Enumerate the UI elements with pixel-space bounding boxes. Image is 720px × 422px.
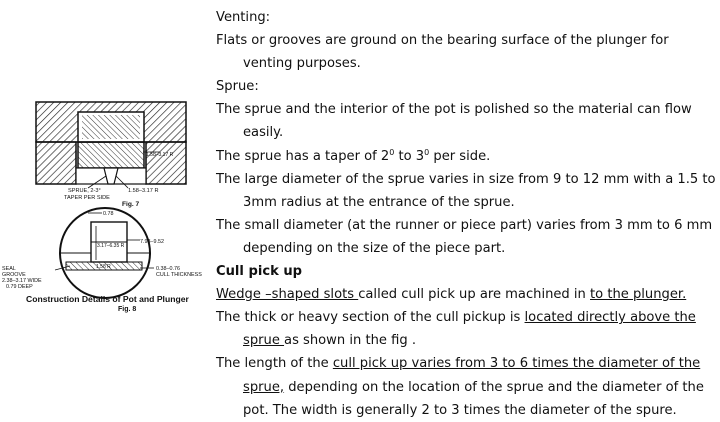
plunger-body [78,142,144,168]
sprue-a-line-2: easily. [243,125,284,141]
fig7-drawing [36,102,186,188]
cull-b-line-1 [216,306,716,329]
cull-a-underlined-2: to the plunger. [590,287,687,303]
label-taper-per-side: TAPER PER SIDE [64,195,110,201]
cull-a-mid: called cull pick up are machined in [358,287,591,303]
sprue-a-line-1: The sprue and the interior of the pot is polished so the material can flow [216,102,692,118]
cull-c-line-1 [216,352,716,375]
venting-line-2: venting purposes. [243,56,361,72]
degree-sup-2: 0 [424,147,430,157]
pot-wall-right [146,142,186,184]
pot-plunger-figure [0,0,214,405]
cull-b2-underlined: sprue [243,333,285,349]
label-groove: GROOVE [2,272,26,278]
cull-b-pre: The thick or heavy section of the cull pickup is [216,310,525,326]
label-dim-158r: 1.58 R [96,264,111,270]
sprue-taper-post: per side. [429,148,491,164]
sprue-taper-line [216,145,716,168]
cull-c-line-3: pot. The width is generally 2 to 3 times the diameter of the spure. [243,402,677,418]
cull-c-underlined: cull pick up varies from 3 to 6 times the diameter of the [332,356,701,372]
label-fig8: Fig. 8 [118,306,137,313]
cull-c2-underlined: sprue, [243,379,285,395]
label-seal: SEAL [2,266,16,272]
label-radius-top: 1.58–3.17 R [146,152,174,158]
label-groove-wide: 2.38–3.17 WIDE [2,278,42,284]
label-dim-3175: 3.17–6.35 R [97,243,125,249]
fig8-drawing [55,208,154,298]
figure-caption: Construction Details of Pot and Plunger [26,294,189,304]
sprue-d-line-2: depending on the size of the piece part. [243,240,506,256]
cull-a-underlined-1: Wedge –shaped slots [216,287,359,303]
sprue-c-line-1: The large diameter of the sprue varies in size from 9 to 12 mm with a 1.5 to [216,171,716,187]
cull-a-line [216,283,716,306]
degree-sup-1: 0 [389,147,395,157]
cull-b-line-2 [216,329,716,352]
sprue-taper-pre: The sprue has a taper of 2 [216,148,390,164]
cull-c-line-2 [216,376,716,399]
cull-c2-post: depending on the location of the sprue and the diameter of the [284,379,704,395]
label-sprue-taper: SPRUE, 2-3° [68,188,101,194]
heading-cull: Cull pick up [216,264,303,280]
sprue-d-line-1: The small diameter (at the runner or piece part) varies from 3 mm to 6 mm [216,217,713,233]
cull-c-pre: The length of the [216,356,333,372]
label-groove-deep: 0.79 DEEP [6,284,33,290]
label-fig7: Fig. 7 [122,201,140,208]
figure-drawing [0,0,214,405]
label-dim-752: 7.93–9.52 [140,239,164,245]
cull-b-underlined: located directly above the [524,310,696,326]
label-radius-top-2: 1.58–3.17 R [128,188,159,194]
sprue-taper-mid: to 3 [394,148,425,164]
label-cull-thickness-val: 0.38–0.76 [156,266,180,272]
venting-line-1: Flats or grooves are ground on the bearing surface of the plunger for [216,33,669,49]
pot-wall-left [36,142,76,184]
sprue-c-line-2: 3mm radius at the entrance of the sprue. [243,194,515,210]
label-cull-thickness: CULL THICKNESS [156,272,202,278]
text-column [216,6,716,422]
heading-venting: Venting: [216,10,271,25]
cull-b2-post: as shown in the fig . [284,333,416,349]
label-dim-078: 0.78 [103,211,114,217]
heading-sprue: Sprue: [216,79,259,95]
